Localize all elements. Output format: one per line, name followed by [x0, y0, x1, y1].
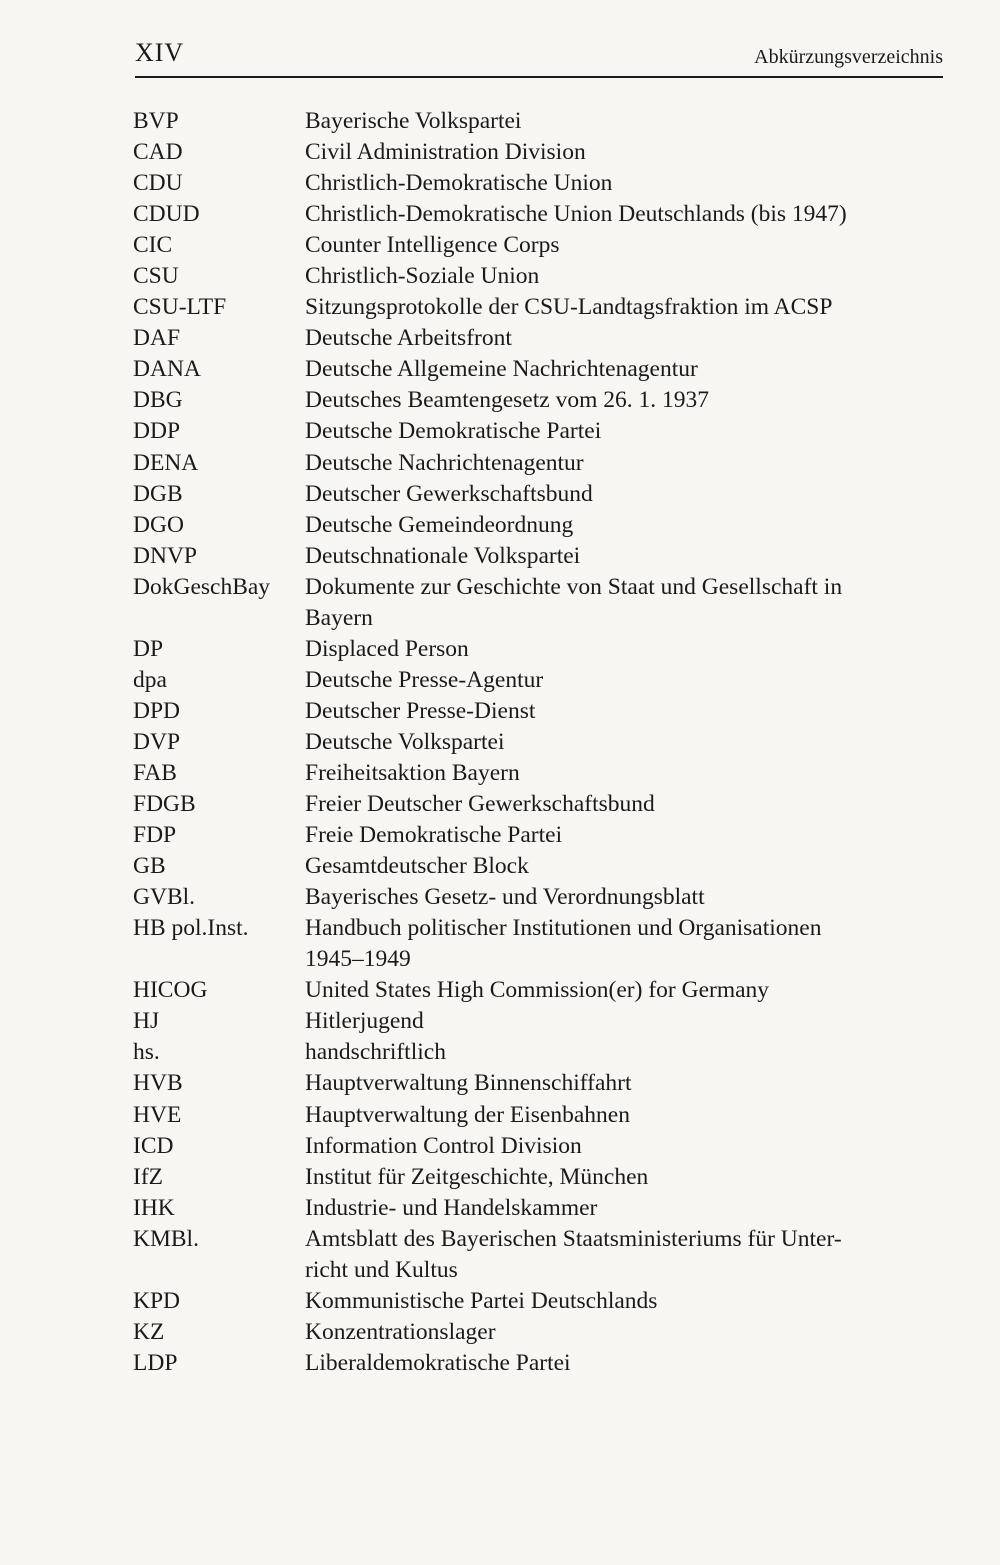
abbreviation-expansion	[305, 137, 933, 168]
abbreviation-entry	[133, 168, 933, 199]
abbreviation-expansion	[305, 1224, 933, 1286]
abbreviation-entry	[133, 1006, 933, 1037]
abbreviation-term: IHK	[133, 1194, 175, 1221]
abbreviation-entry	[133, 479, 933, 510]
abbreviation-term: IfZ	[133, 1163, 164, 1190]
abbreviation-expansion	[305, 230, 933, 261]
abbreviation-term: KZ	[133, 1318, 165, 1345]
abbreviation-term: CSU-LTF	[133, 294, 227, 321]
abbreviation-entry	[133, 137, 933, 168]
expansion-line: Kommunistische Partei Deutschlands	[305, 1287, 658, 1314]
expansion-line: Hitlerjugend	[305, 1008, 424, 1035]
abbreviation-expansion	[305, 1317, 933, 1348]
abbreviation-term: CIC	[133, 232, 173, 259]
abbreviation-term: CDUD	[133, 201, 200, 228]
abbreviation-entry	[133, 882, 933, 913]
abbreviation-expansion	[305, 975, 933, 1006]
abbreviation-term: HVE	[133, 1101, 182, 1128]
abbreviation-entry	[133, 292, 933, 323]
page-number: XIV	[135, 38, 185, 67]
abbreviation-expansion	[305, 789, 933, 820]
abbreviation-term: KPD	[133, 1287, 181, 1314]
abbreviation-term: DENA	[133, 449, 199, 476]
abbreviation-term: HVB	[133, 1070, 183, 1097]
abbreviation-expansion	[305, 1193, 933, 1224]
expansion-line: Deutsche Arbeitsfront	[305, 325, 512, 352]
abbreviation-term: HICOG	[133, 977, 208, 1004]
expansion-line: Bayern	[305, 604, 373, 631]
abbreviation-expansion	[305, 882, 933, 913]
expansion-line: Christlich-Soziale Union	[305, 263, 540, 290]
abbreviation-expansion	[305, 634, 933, 665]
abbreviation-entry	[133, 913, 933, 975]
abbreviation-expansion	[305, 1286, 933, 1317]
abbreviation-term: DNVP	[133, 542, 197, 569]
abbreviation-entry	[133, 1348, 933, 1379]
abbreviation-term: CDU	[133, 170, 183, 197]
abbreviation-expansion	[305, 1162, 933, 1193]
abbreviation-expansion	[305, 1348, 933, 1379]
expansion-line: Dokumente zur Geschichte von Staat und Gesellschaft in	[305, 573, 843, 600]
expansion-line: Freiheitsaktion Bayern	[305, 759, 520, 786]
expansion-line: Deutsche Gemeindeordnung	[305, 511, 574, 538]
abbreviation-term: DAF	[133, 325, 181, 352]
abbreviation-expansion	[305, 820, 933, 851]
abbreviation-entry	[133, 261, 933, 292]
abbreviation-term: hs.	[133, 1039, 160, 1066]
expansion-line: Hauptverwaltung Binnenschiffahrt	[305, 1070, 632, 1097]
expansion-line: Deutsche Allgemeine Nachrichtenagentur	[305, 356, 698, 383]
expansion-line: Industrie- und Handelskammer	[305, 1194, 598, 1221]
expansion-line: Counter Intelligence Corps	[305, 232, 560, 259]
abbreviation-entry	[133, 1100, 933, 1131]
abbreviation-expansion	[305, 851, 933, 882]
running-head: Abkürzungsverzeichnis	[754, 46, 943, 68]
expansion-line: Christlich-Demokratische Union Deutschlands (bis 1947)	[305, 201, 847, 228]
expansion-line: Deutscher Presse-Dienst	[305, 697, 536, 724]
abbreviation-expansion	[305, 1068, 933, 1099]
expansion-line: Liberaldemokratische Partei	[305, 1349, 571, 1376]
abbreviation-entry	[133, 323, 933, 354]
expansion-line: Information Control Division	[305, 1132, 582, 1159]
abbreviation-entry	[133, 416, 933, 447]
abbreviation-term: DVP	[133, 728, 181, 755]
abbreviation-term: FDP	[133, 822, 177, 849]
abbreviation-term: GVBl.	[133, 884, 196, 911]
abbreviation-entry	[133, 1224, 933, 1286]
abbreviation-term: DokGeschBay	[133, 573, 271, 600]
abbreviation-term: DPD	[133, 697, 181, 724]
abbreviation-term: FDGB	[133, 791, 196, 818]
abbreviation-entry	[133, 354, 933, 385]
abbreviation-entry	[133, 1162, 933, 1193]
abbreviation-expansion	[305, 292, 933, 323]
abbreviation-entry	[133, 1131, 933, 1162]
abbreviation-term: DGO	[133, 511, 184, 538]
expansion-line: Hauptverwaltung der Eisenbahnen	[305, 1101, 630, 1128]
abbreviation-entry	[133, 975, 933, 1006]
expansion-line: Deutscher Gewerkschaftsbund	[305, 480, 593, 507]
expansion-line: Gesamtdeutscher Block	[305, 853, 529, 880]
abbreviation-entry	[133, 696, 933, 727]
expansion-line: Amtsblatt des Bayerischen Staatsministeriums für Unter-	[305, 1225, 842, 1252]
abbreviation-expansion	[305, 479, 933, 510]
expansion-line: Bayerische Volkspartei	[305, 108, 522, 134]
abbreviation-entry	[133, 727, 933, 758]
expansion-line: Konzentrationslager	[305, 1318, 496, 1345]
abbreviation-term: CSU	[133, 263, 179, 290]
abbreviation-entry	[133, 1193, 933, 1224]
expansion-line: Deutsche Presse-Agentur	[305, 666, 544, 693]
abbreviation-entry	[133, 1037, 933, 1068]
abbreviation-expansion	[305, 354, 933, 385]
expansion-line: Handbuch politischer Institutionen und Organisationen	[305, 915, 822, 942]
abbreviation-expansion	[305, 696, 933, 727]
abbreviation-term: KMBl.	[133, 1225, 199, 1252]
abbreviation-expansion	[305, 199, 933, 230]
abbreviation-expansion	[305, 385, 933, 416]
expansion-line: Civil Administration Division	[305, 139, 586, 166]
abbreviation-term: LDP	[133, 1349, 178, 1376]
abbreviation-term: BVP	[133, 108, 179, 134]
expansion-line: Deutsche Nachrichtenagentur	[305, 449, 584, 476]
abbreviation-entry	[133, 541, 933, 572]
abbreviation-entry	[133, 510, 933, 541]
abbreviation-entry	[133, 448, 933, 479]
expansion-line: Bayerisches Gesetz- und Verordnungsblatt	[305, 884, 705, 911]
abbreviation-expansion	[305, 1100, 933, 1131]
expansion-line: Sitzungsprotokolle der CSU-Landtagsfraktion im ACSP	[305, 294, 833, 321]
abbreviation-term: DANA	[133, 356, 201, 383]
expansion-line: Deutsches Beamtengesetz vom 26. 1. 1937	[305, 387, 709, 414]
expansion-line: richt und Kultus	[305, 1256, 458, 1283]
page-header	[135, 38, 943, 78]
abbreviation-entry	[133, 230, 933, 261]
expansion-line: Christlich-Demokratische Union	[305, 170, 613, 197]
abbreviation-expansion	[305, 541, 933, 572]
abbreviation-entry	[133, 572, 933, 634]
expansion-line: Deutsche Volkspartei	[305, 728, 505, 755]
abbreviation-entry	[133, 1317, 933, 1348]
abbreviation-entry	[133, 634, 933, 665]
abbreviation-term: GB	[133, 853, 166, 880]
abbreviation-expansion	[305, 572, 933, 634]
expansion-line: handschriftlich	[305, 1039, 446, 1066]
abbreviation-expansion	[305, 510, 933, 541]
abbreviation-entry	[133, 851, 933, 882]
abbreviation-expansion	[305, 416, 933, 447]
abbreviation-term: ICD	[133, 1132, 174, 1159]
abbreviation-expansion	[305, 168, 933, 199]
abbreviation-term: CAD	[133, 139, 183, 166]
expansion-line: Institut für Zeitgeschichte, München	[305, 1163, 649, 1190]
abbreviation-expansion	[305, 323, 933, 354]
expansion-line: United States High Commission(er) for Germany	[305, 977, 770, 1004]
abbreviation-entry	[133, 1068, 933, 1099]
abbreviation-expansion	[305, 1006, 933, 1037]
abbreviation-expansion	[305, 727, 933, 758]
abbreviation-term: DDP	[133, 418, 181, 445]
abbreviation-entry	[133, 1286, 933, 1317]
abbreviation-expansion	[305, 758, 933, 789]
abbreviation-term: dpa	[133, 666, 167, 693]
abbreviation-list	[133, 106, 933, 1379]
abbreviation-entry	[133, 106, 933, 137]
expansion-line: Freier Deutscher Gewerkschaftsbund	[305, 791, 655, 818]
abbreviation-expansion	[305, 448, 933, 479]
abbreviation-term: FAB	[133, 759, 177, 786]
abbreviation-expansion	[305, 913, 933, 975]
abbreviation-entry	[133, 758, 933, 789]
expansion-line: Freie Demokratische Partei	[305, 822, 563, 849]
abbreviation-term: HB pol.Inst.	[133, 915, 249, 942]
header-rule	[135, 76, 943, 78]
abbreviation-expansion	[305, 665, 933, 696]
abbreviation-expansion	[305, 261, 933, 292]
expansion-line: 1945–1949	[305, 946, 411, 973]
abbreviation-entry	[133, 199, 933, 230]
abbreviation-entry	[133, 385, 933, 416]
abbreviation-entry	[133, 665, 933, 696]
abbreviation-expansion	[305, 1037, 933, 1068]
abbreviation-entry	[133, 789, 933, 820]
expansion-line: Deutsche Demokratische Partei	[305, 418, 602, 445]
abbreviation-term: DGB	[133, 480, 183, 507]
expansion-line: Displaced Person	[305, 635, 469, 662]
abbreviation-term: HJ	[133, 1008, 160, 1035]
abbreviation-entry	[133, 820, 933, 851]
abbreviation-expansion	[305, 106, 933, 137]
abbreviation-term: DP	[133, 635, 164, 662]
abbreviation-term: DBG	[133, 387, 183, 414]
expansion-line: Deutschnationale Volkspartei	[305, 542, 581, 569]
abbreviation-expansion	[305, 1131, 933, 1162]
